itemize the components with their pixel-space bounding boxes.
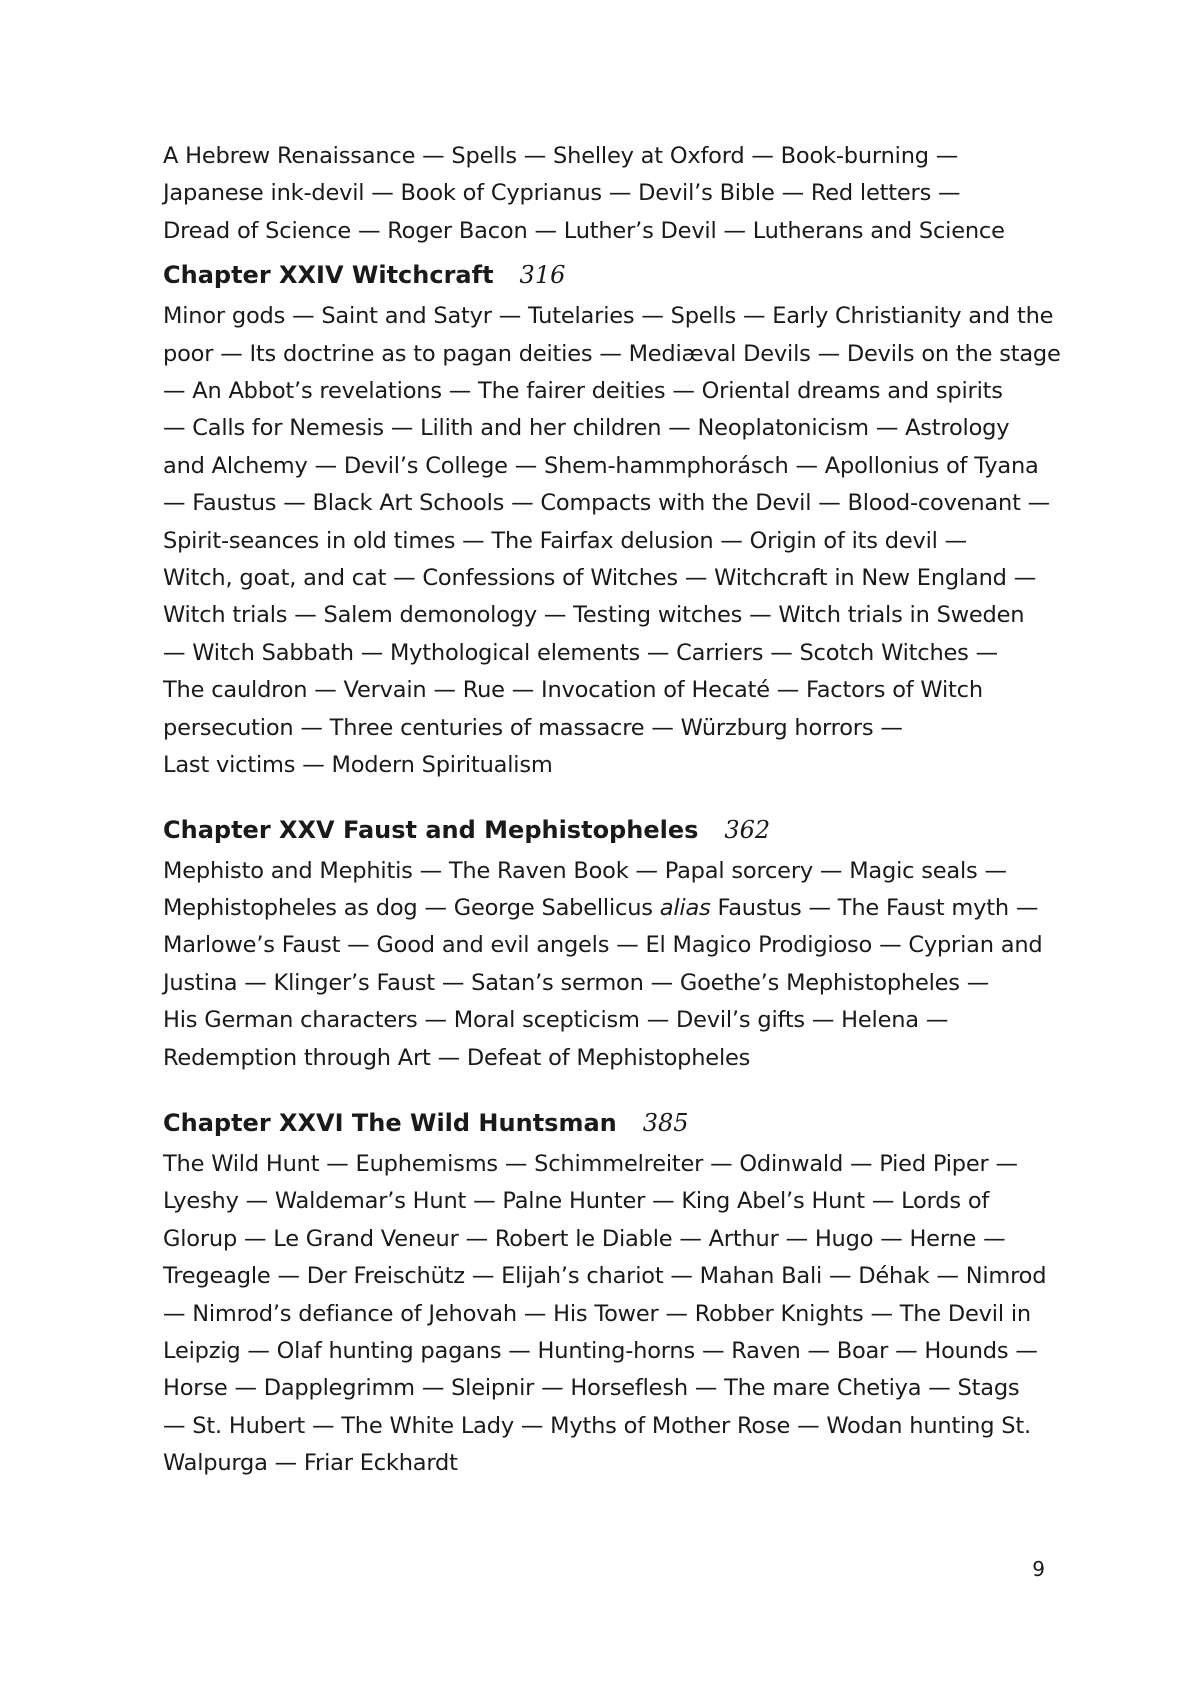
chapter-title: Chapter XXIV Witchcraft	[163, 261, 494, 290]
chapter-title: Chapter XXV Faust and Mephistopheles	[163, 815, 699, 844]
chapter-title: Chapter XXVI The Wild Huntsman	[163, 1108, 617, 1137]
summary-line: and Alchemy — Devil’s College — Shem-hammphorásch — Apollonius of Tyana	[163, 452, 1039, 479]
summary-line: Last victims — Modern Spiritualism	[163, 752, 553, 779]
summary-line: Lyeshy — Waldemar’s Hunt — Palne Hunter — King Abel’s Hunt — Lords of	[163, 1188, 990, 1215]
summary-line: Mephisto and Mephitis — The Raven Book — Papal sorcery — Magic seals —	[163, 857, 1007, 884]
page-number: 9	[1032, 1557, 1045, 1581]
summary-line-italic: alias	[659, 894, 711, 921]
summary-line: His German characters — Moral scepticism — Devil’s gifts — Helena —	[163, 1007, 949, 1034]
summary-line: Leipzig — Olaf hunting pagans — Hunting-horns — Raven — Boar — Hounds —	[163, 1337, 1038, 1364]
intro-line: Japanese ink-devil — Book of Cyprianus — Devil’s Bible — Red letters —	[163, 180, 961, 207]
summary-line: Walpurga — Friar Eckhardt	[163, 1450, 458, 1477]
chapter-page-number: 362	[724, 815, 771, 844]
chapter-heading-xxvi	[163, 1106, 1063, 1140]
summary-line: The Wild Hunt — Euphemisms — Schimmelreiter — Odinwald — Pied Piper —	[163, 1150, 1018, 1177]
summary-line: — Witch Sabbath — Mythological elements — Carriers — Scotch Witches —	[163, 639, 998, 666]
chapter-heading-xxv	[163, 813, 1063, 847]
intro-line: A Hebrew Renaissance — Spells — Shelley at Oxford — Book-burning —	[163, 143, 959, 169]
chapter-page-number: 316	[519, 261, 566, 290]
table-of-contents-page	[163, 138, 1063, 1483]
summary-line: Minor gods — Saint and Satyr — Tutelaries — Spells — Early Christianity and the	[163, 303, 1054, 330]
summary-line-part: Faustus — The Faust myth —	[710, 894, 1039, 921]
chapter-summary-xxiv	[163, 298, 1063, 784]
summary-line: persecution — Three centuries of massacre — Würzburg horrors —	[163, 714, 903, 741]
chapter-heading-xxiv	[163, 258, 1063, 292]
chapter-page-number: 385	[642, 1108, 689, 1137]
summary-line: Witch trials — Salem demonology — Testing witches — Witch trials in Sweden	[163, 602, 1025, 629]
summary-line: Witch, goat, and cat — Confessions of Witches — Witchcraft in New England —	[163, 565, 1037, 592]
summary-line: Glorup — Le Grand Veneur — Robert le Diable — Arthur — Hugo — Herne —	[163, 1225, 1006, 1252]
summary-line: — An Abbot’s revelations — The fairer deities — Oriental dreams and spirits	[163, 378, 1003, 405]
summary-line: — Calls for Nemesis — Lilith and her children — Neoplatonicism — Astrology	[163, 415, 1010, 442]
summary-line: Horse — Dapplegrimm — Sleipnir — Horseflesh — The mare Chetiya — Stags	[163, 1375, 1020, 1402]
summary-line: Spirit-seances in old times — The Fairfax delusion — Origin of its devil —	[163, 527, 967, 554]
summary-line: Marlowe’s Faust — Good and evil angels — El Magico Prodigioso — Cyprian and	[163, 932, 1043, 959]
summary-line: — Nimrod’s defiance of Jehovah — His Tower — Robber Knights — The Devil in	[163, 1300, 1031, 1327]
summary-line-part: Mephistopheles as dog — George Sabellicus	[163, 894, 660, 921]
chapter-summary-xxv	[163, 853, 1063, 1077]
summary-line: — Faustus — Black Art Schools — Compacts with the Devil — Blood-covenant —	[163, 490, 1050, 517]
intro-line: Dread of Science — Roger Bacon — Luther’s Devil — Lutherans and Science	[163, 217, 1005, 244]
summary-line: Justina — Klinger’s Faust — Satan’s sermon — Goethe’s Mephistopheles —	[163, 969, 990, 996]
summary-line	[163, 890, 1063, 927]
chapter-summary-xxvi	[163, 1146, 1063, 1483]
intro-paragraph	[163, 138, 1063, 250]
summary-line: Redemption through Art — Defeat of Mephistopheles	[163, 1044, 751, 1071]
summary-line: The cauldron — Vervain — Rue — Invocation of Hecaté — Factors of Witch	[163, 677, 983, 704]
summary-line: poor — Its doctrine as to pagan deities — Mediæval Devils — Devils on the stage	[163, 340, 1061, 367]
summary-line: — St. Hubert — The White Lady — Myths of Mother Rose — Wodan hunting St.	[163, 1412, 1031, 1439]
summary-line: Tregeagle — Der Freischütz — Elijah’s chariot — Mahan Bali — Déhak — Nimrod	[163, 1263, 1047, 1290]
